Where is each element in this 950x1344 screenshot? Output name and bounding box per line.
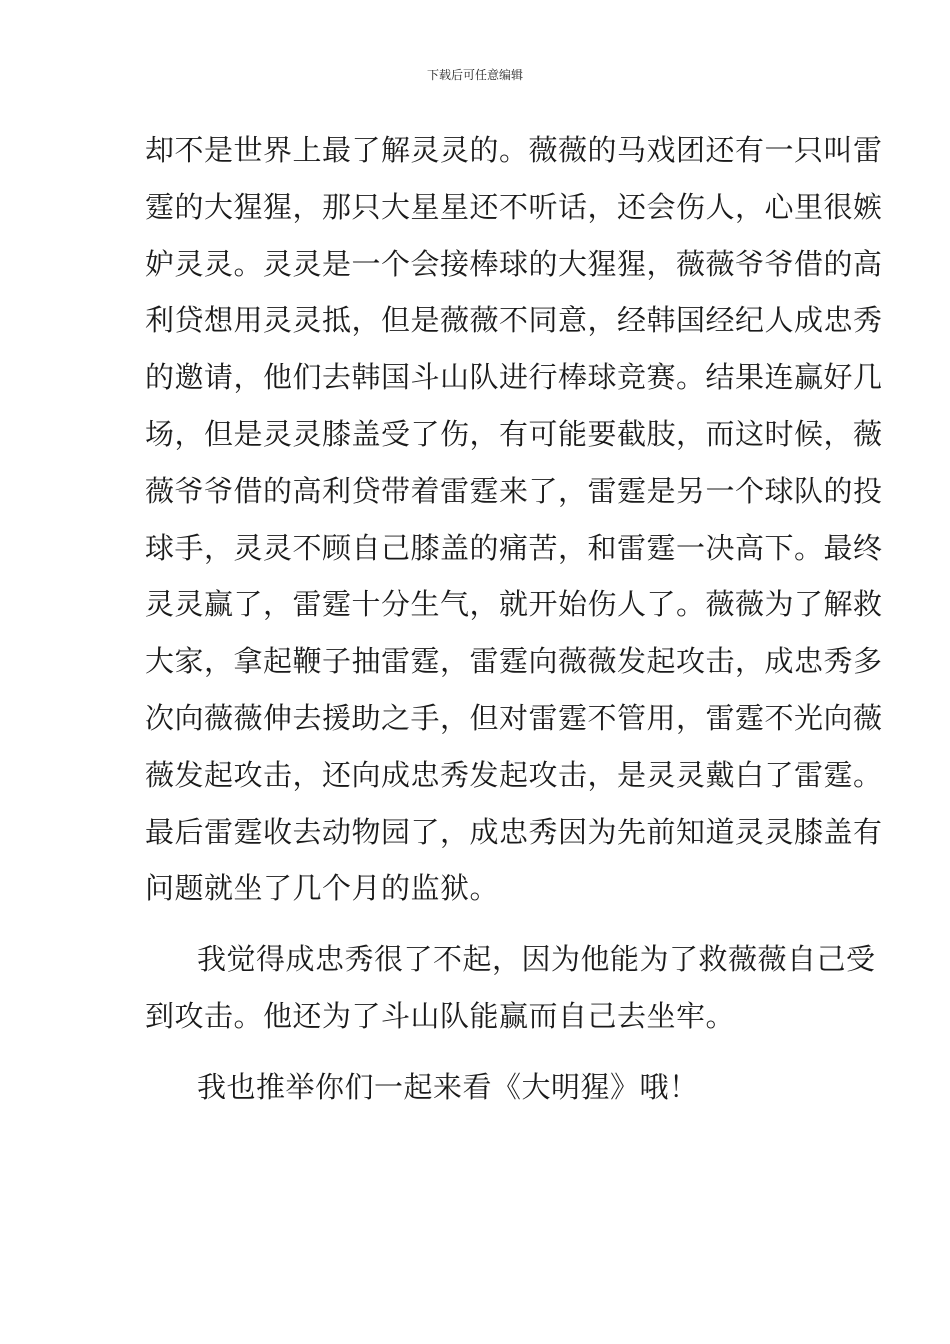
page-header: 下载后可任意编辑 [426, 68, 523, 82]
text-line: 最后雷霆收去动物园了，成忠秀因为先前知道灵灵膝盖有 [145, 814, 883, 849]
text-line: 妒灵灵。灵灵是一个会接棒球的大猩猩，薇薇爷爷借的高 [145, 246, 883, 281]
paragraph-3 [145, 1067, 809, 1124]
text-line: 薇发起攻击，还向成忠秀发起攻击，是灵灵戴白了雷霆。 [145, 757, 883, 792]
text-line: 次向薇薇伸去援助之手，但对雷霆不管用，雷霆不光向薇 [145, 700, 883, 735]
text-line: 场，但是灵灵膝盖受了伤，有可能要截肢，而这时候，薇 [145, 416, 883, 451]
paragraph-2 [145, 939, 876, 1053]
text-line: 利贷想用灵灵抵，但是薇薇不同意，经韩国经纪人成忠秀 [145, 303, 883, 338]
text-line: 薇爷爷借的高利贷带着雷霆来了，雷霆是另一个球队的投 [145, 473, 883, 508]
text-line: 大家，拿起鞭子抽雷霆，雷霆向薇薇发起攻击，成忠秀多 [145, 644, 883, 679]
text-line: 却不是世界上最了解灵灵的。薇薇的马戏团还有一只叫雷 [145, 133, 883, 167]
document-body [145, 130, 883, 1124]
text-line: 的邀请，他们去韩国斗山队进行棒球竞赛。结果连赢好几 [145, 360, 883, 395]
text-line: 灵灵赢了，雷霆十分生气，就开始伤人了。薇薇为了解救 [145, 587, 883, 622]
paragraph-1 [145, 130, 883, 925]
text-line: 问题就坐了几个月的监狱。 [145, 871, 500, 906]
text-line: 球手，灵灵不顾自己膝盖的痛苦，和雷霆一决高下。最终 [145, 530, 883, 565]
text-line: 我也推举你们一起来看《大明猩》哦！ [197, 1069, 699, 1104]
text-line: 到攻击。他还为了斗山队能赢而自己去坐牢。 [145, 998, 736, 1033]
text-line: 霆的大猩猩，那只大星星还不听话，还会伤人，心里很嫉 [145, 189, 883, 224]
text-line: 我觉得成忠秀很了不起，因为他能为了救薇薇自己受 [197, 942, 876, 977]
